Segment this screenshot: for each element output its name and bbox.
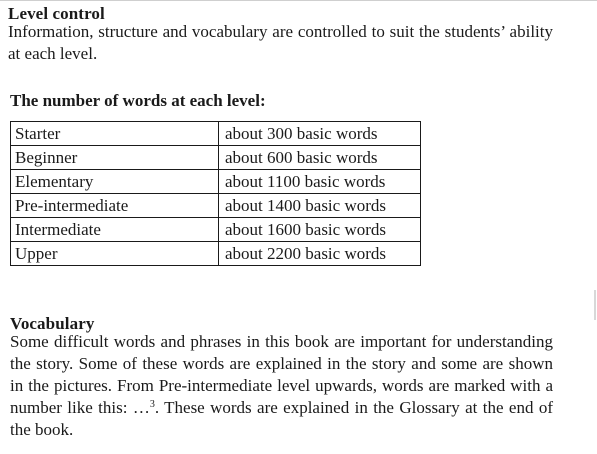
top-divider <box>0 0 597 1</box>
level-cell: Upper <box>11 242 219 266</box>
words-table-heading: The number of words at each level: <box>10 91 266 110</box>
word-count-cell: about 2200 basic words <box>219 242 421 266</box>
vocabulary-text-after-marker: . These words are explained in the Glossary at the end of the book. <box>10 398 553 439</box>
glossary-marker: 3 <box>149 399 155 410</box>
level-cell: Starter <box>11 122 219 146</box>
level-control-heading: Level control <box>8 4 105 23</box>
level-cell: Pre-intermediate <box>11 194 219 218</box>
table-row <box>11 170 421 194</box>
vocabulary-text-before-marker: Some difficult words and phrases in this book are important for understanding the story. Some of these words are explained in the story and some are shown in the pictures. From Pre-intermediate level upwards, words are marked with a number like this: … <box>10 332 553 417</box>
word-count-cell: about 1600 basic words <box>219 218 421 242</box>
edge-mark <box>594 290 596 320</box>
table-row <box>11 194 421 218</box>
table-row <box>11 122 421 146</box>
level-control-paragraph <box>8 21 553 65</box>
table-row <box>11 242 421 266</box>
vocabulary-heading: Vocabulary <box>10 314 95 333</box>
table-row <box>11 146 421 170</box>
word-count-cell: about 1400 basic words <box>219 194 421 218</box>
level-cell: Beginner <box>11 146 219 170</box>
word-count-cell: about 300 basic words <box>219 122 421 146</box>
word-count-cell: about 600 basic words <box>219 146 421 170</box>
words-per-level-table <box>10 121 421 266</box>
level-cell: Intermediate <box>11 218 219 242</box>
vocabulary-paragraph <box>10 331 553 441</box>
level-cell: Elementary <box>11 170 219 194</box>
vocabulary-text <box>10 331 553 441</box>
table-row <box>11 218 421 242</box>
word-count-cell: about 1100 basic words <box>219 170 421 194</box>
level-control-text: Information, structure and vocabulary are controlled to suit the students’ ability at each level. <box>8 22 553 63</box>
